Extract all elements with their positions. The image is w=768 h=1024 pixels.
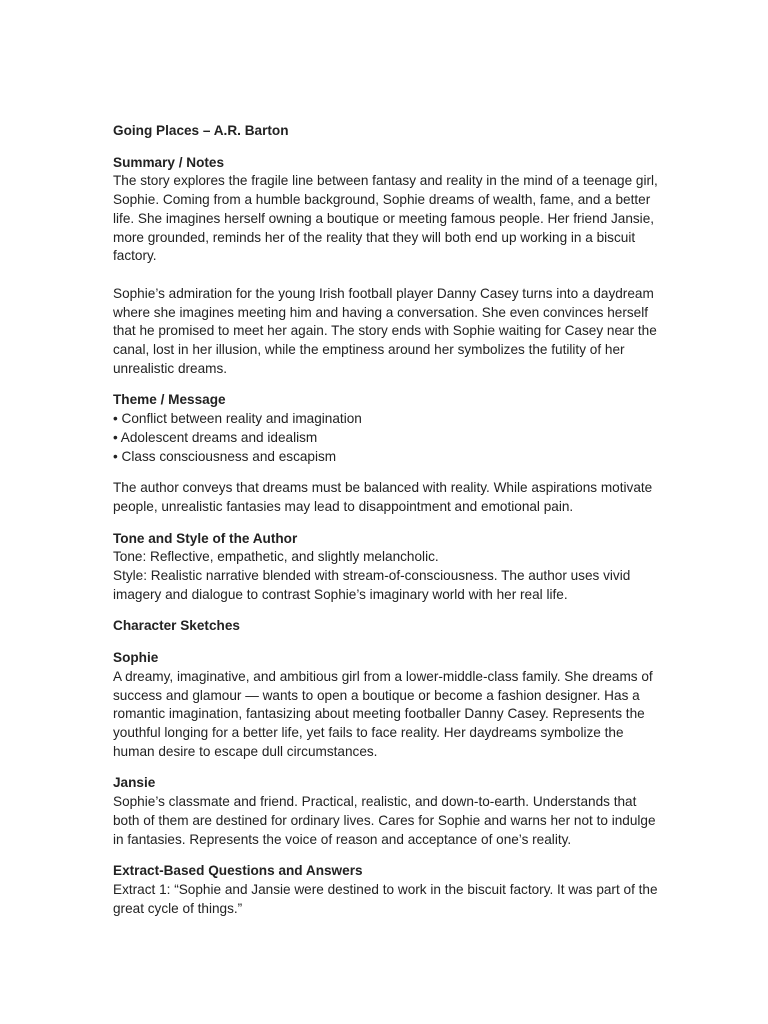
theme-bullet-list	[113, 410, 658, 466]
theme-section	[113, 391, 658, 516]
extract-section	[113, 862, 658, 918]
summary-paragraph-2: Sophie’s admiration for the young Irish football player Danny Casey turns into a daydream where she imagines meeting him and having a conversation. She even convinces herself that he promised to meet her again. The story ends with Sophie waiting for Casey near the canal, lost in her illusion, while the emptiness around her symbolizes the futility of her unrealistic dreams.	[113, 285, 657, 376]
theme-heading: Theme / Message	[113, 392, 226, 408]
bullet-icon: •	[113, 448, 118, 464]
character-description-jansie: Sophie’s classmate and friend. Practical, realistic, and down-to-earth. Understands that both of them are destined for ordinary lives. Cares for Sophie and warns her not to indulge in fantasies. Represents the voice of reason and acceptance of one’s reality.	[113, 794, 656, 847]
character-name-jansie: Jansie	[113, 775, 156, 791]
summary-heading: Summary / Notes	[113, 154, 225, 170]
theme-bullet-text: Class consciousness and escapism	[121, 448, 337, 464]
character-sketches-section	[113, 617, 658, 849]
theme-bullet-text: Adolescent dreams and idealism	[120, 429, 318, 445]
character-description-sophie: A dreamy, imaginative, and ambitious girl from a lower-middle-class family. She dreams of success and glamour — wants to open a boutique or become a fashion designer. Has a romantic imagination, fantasizing about meeting footballer Danny Casey. Represents the youthful longing for a better life, yet fails to face reality. Her daydreams symbolize the human desire to escape dull circumstances.	[113, 668, 653, 759]
summary-section	[113, 154, 658, 379]
tone-style-heading: Tone and Style of the Author	[113, 530, 298, 546]
tone-line: Tone: Reflective, empathetic, and slightly melancholic.	[113, 549, 439, 565]
list-item	[113, 448, 658, 467]
extract-1-text: Extract 1: “Sophie and Jansie were destined to work in the biscuit factory. It was part of the great cycle of things.”	[113, 881, 658, 916]
character-name-sophie: Sophie	[113, 650, 159, 666]
list-item	[113, 429, 658, 448]
bullet-icon: •	[113, 411, 118, 427]
theme-bullet-text: Conflict between reality and imagination	[121, 411, 362, 427]
theme-paragraph: The author conveys that dreams must be balanced with reality. While aspirations motivate people, unrealistic fantasies may lead to disappointment and emotional pain.	[113, 480, 653, 514]
extract-heading: Extract-Based Questions and Answers	[113, 863, 363, 879]
tone-style-section	[113, 530, 658, 605]
bullet-icon: •	[113, 429, 118, 445]
document-title: Going Places – A.R. Barton	[113, 123, 289, 138]
style-line: Style: Realistic narrative blended with stream-of-consciousness. The author uses vivid imagery and dialogue to contrast Sophie’s imaginary world with her real life.	[113, 568, 631, 602]
character-sketches-heading: Character Sketches	[113, 618, 240, 634]
list-item	[113, 410, 658, 429]
summary-paragraph-1: The story explores the fragile line between fantasy and reality in the mind of a teenage girl, Sophie. Coming from a humble background, Sophie dreams of wealth, fame, and a better life. She imagines herself owning a boutique or meeting famous people. Her friend Jansie, more grounded, reminds her of the reality that they will both end up working in a biscuit factory.	[113, 173, 658, 264]
